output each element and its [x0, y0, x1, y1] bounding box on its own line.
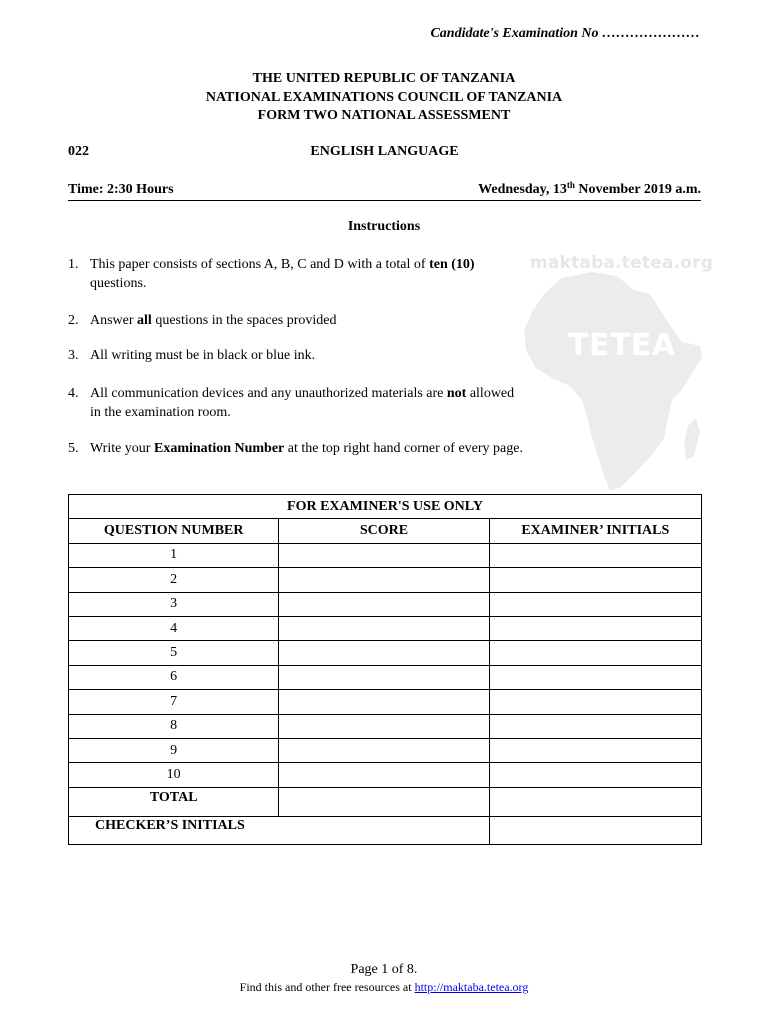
instruction-text — [90, 385, 528, 422]
instruction-item — [68, 385, 528, 422]
score-cell[interactable] — [279, 738, 489, 762]
examiner-initials-cell[interactable] — [489, 714, 701, 738]
examiner-initials-cell[interactable] — [489, 738, 701, 762]
instruction-number: 5. — [68, 441, 79, 456]
examiner-initials-cell[interactable] — [489, 616, 701, 640]
instruction-item — [68, 312, 528, 331]
table-header-row — [69, 519, 702, 543]
subject-title: ENGLISH LANGUAGE — [310, 144, 459, 159]
instruction-text-post: questions in the spaces provided — [151, 313, 337, 328]
total-initials-cell[interactable] — [489, 787, 701, 816]
instruction-text-post: allowed in the examination room. — [90, 386, 515, 420]
page-number: Page 1 of 8. — [350, 962, 418, 977]
examiner-table — [68, 494, 702, 845]
score-cell[interactable] — [279, 714, 489, 738]
source-link[interactable]: http://maktaba.tetea.org — [414, 980, 529, 994]
total-label: TOTAL — [69, 787, 279, 816]
instruction-text-pre: All communication devices and any unauthorized materials are — [90, 386, 447, 401]
score-cell[interactable] — [279, 592, 489, 616]
table-row — [69, 568, 702, 592]
table-row — [69, 690, 702, 714]
instruction-text — [90, 312, 528, 331]
instruction-text-pre: This paper consists of sections A, B, C and D with a total of — [90, 257, 430, 272]
instruction-text-pre: All writing must be in black or blue ink. — [90, 348, 316, 363]
examiner-initials-cell[interactable] — [489, 568, 701, 592]
instruction-number: 1. — [68, 257, 79, 272]
examiner-initials-cell[interactable] — [489, 592, 701, 616]
examiner-initials-cell[interactable] — [489, 763, 701, 787]
examiner-initials-cell[interactable] — [489, 665, 701, 689]
time-date-row — [68, 182, 701, 201]
date-superscript: th — [566, 180, 575, 190]
table-row — [69, 763, 702, 787]
date-prefix: Wednesday, 13 — [478, 182, 567, 197]
table-row — [69, 641, 702, 665]
africa-shape — [524, 272, 702, 490]
score-cell[interactable] — [279, 665, 489, 689]
header-score: SCORE — [279, 519, 489, 543]
header-line-council: NATIONAL EXAMINATIONS COUNCIL OF TANZANIA — [205, 89, 563, 105]
question-number-cell: 10 — [69, 763, 279, 787]
instructions-title: Instructions — [347, 219, 421, 234]
question-number-cell: 8 — [69, 714, 279, 738]
page-footer — [0, 962, 768, 995]
source-text: Find this and other free resources at — [239, 980, 415, 994]
table-row — [69, 738, 702, 762]
instruction-text-post: questions. — [90, 275, 147, 291]
instruction-text-pre: Write your — [90, 441, 154, 456]
exam-header — [0, 70, 768, 126]
instruction-item — [68, 440, 528, 459]
table-row — [69, 592, 702, 616]
table-row — [69, 616, 702, 640]
instruction-text — [90, 347, 528, 366]
exam-date — [478, 182, 701, 198]
exam-time: Time: 2:30 Hours — [68, 182, 174, 197]
total-score-cell[interactable] — [279, 787, 489, 816]
table-row — [69, 665, 702, 689]
instruction-text-bold: all — [137, 313, 152, 328]
question-number-cell: 1 — [69, 543, 279, 567]
score-cell[interactable] — [279, 543, 489, 567]
watermark-logo: TETEA — [568, 328, 676, 363]
paper-code: 022 — [68, 144, 89, 159]
instruction-number: 2. — [68, 313, 79, 328]
examiner-initials-cell[interactable] — [489, 690, 701, 714]
checker-initials-cell[interactable] — [489, 816, 701, 844]
score-cell[interactable] — [279, 641, 489, 665]
header-examiner-initials: EXAMINER’ INITIALS — [489, 519, 701, 543]
instruction-number: 3. — [68, 348, 79, 363]
question-number-cell: 3 — [69, 592, 279, 616]
table-title: FOR EXAMINER'S USE ONLY — [69, 495, 702, 519]
header-question-number: QUESTION NUMBER — [69, 519, 279, 543]
score-cell[interactable] — [279, 763, 489, 787]
date-suffix: November 2019 a.m. — [574, 182, 701, 197]
source-note — [0, 980, 768, 995]
examiner-initials-cell[interactable] — [489, 641, 701, 665]
instruction-text-bold: Examination Number — [153, 441, 285, 456]
header-line-assessment: FORM TWO NATIONAL ASSESSMENT — [257, 108, 511, 123]
score-cell[interactable] — [279, 690, 489, 714]
instruction-item — [68, 256, 528, 293]
candidate-exam-number-line: Candidate's Examination No ………………… — [430, 26, 700, 41]
table-title-row — [69, 495, 702, 519]
instruction-text-post: at the top right hand corner of every page. — [284, 441, 523, 456]
table-row — [69, 714, 702, 738]
question-number-cell: 7 — [69, 690, 279, 714]
score-cell[interactable] — [279, 616, 489, 640]
question-number-cell: 2 — [69, 568, 279, 592]
checker-row — [69, 816, 702, 844]
examiner-initials-cell[interactable] — [489, 543, 701, 567]
instruction-text-bold: ten (10) — [429, 257, 475, 272]
watermark-site: maktaba.tetea.org — [530, 253, 714, 273]
instruction-text-pre: Answer — [90, 313, 138, 328]
question-number-cell: 4 — [69, 616, 279, 640]
total-row — [69, 787, 702, 816]
question-number-cell: 9 — [69, 738, 279, 762]
table-row — [69, 543, 702, 567]
madagascar-shape — [684, 418, 700, 460]
checker-initials-label: CHECKER’S INITIALS — [69, 816, 490, 844]
africa-map-watermark — [522, 250, 707, 495]
instruction-text — [90, 440, 528, 459]
instruction-item — [68, 347, 528, 366]
score-cell[interactable] — [279, 568, 489, 592]
question-number-cell: 5 — [69, 641, 279, 665]
question-number-cell: 6 — [69, 665, 279, 689]
instruction-text — [90, 256, 528, 293]
instruction-text-bold: not — [446, 386, 467, 401]
header-line-republic: THE UNITED REPUBLIC OF TANZANIA — [252, 71, 516, 86]
instruction-number: 4. — [68, 386, 79, 401]
